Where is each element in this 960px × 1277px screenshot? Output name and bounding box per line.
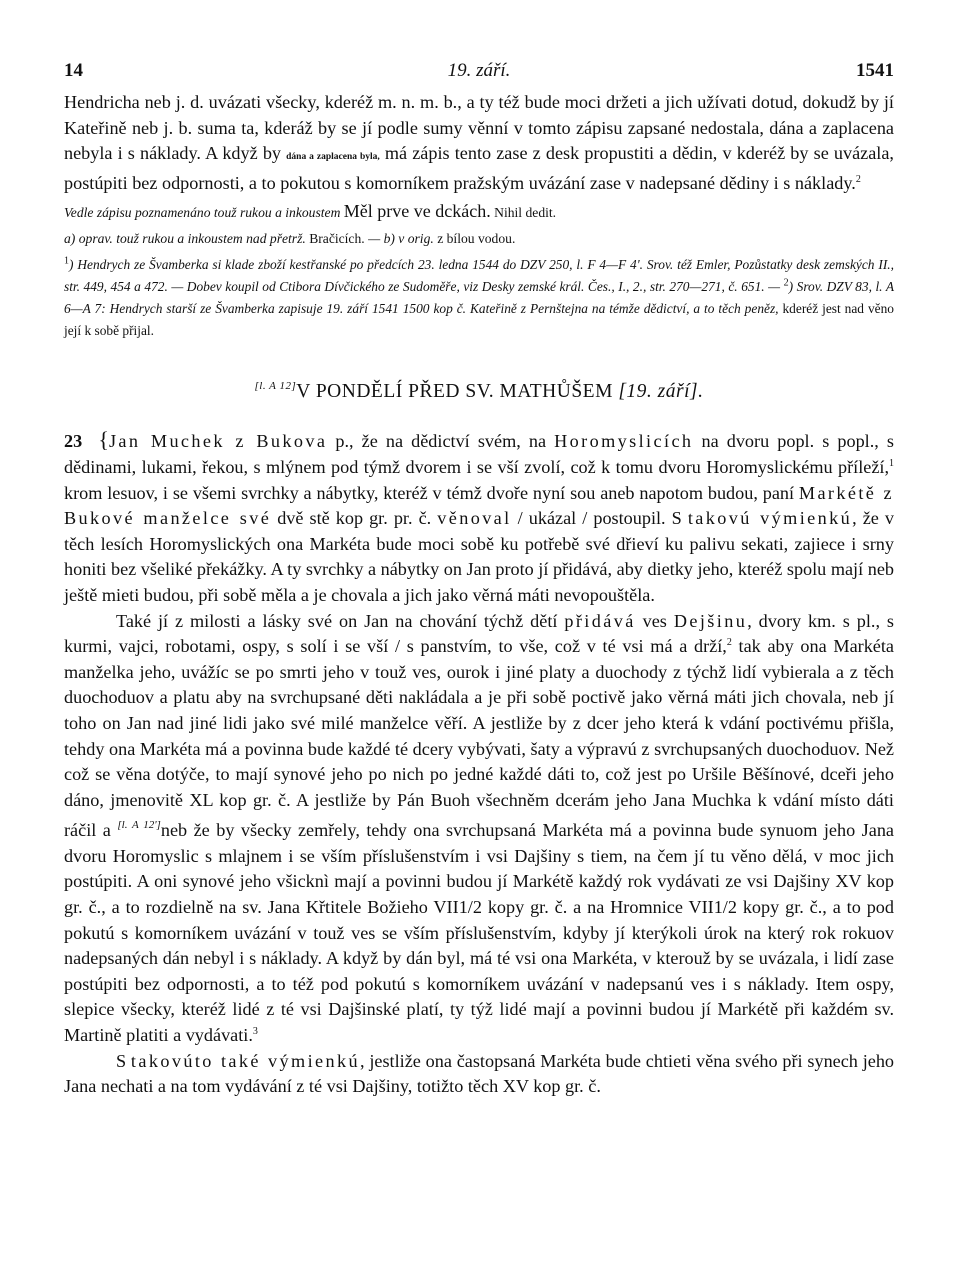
entry-text: p., že na dědictví svém, na [327, 431, 555, 452]
note-plain: z bílou vodou. [437, 231, 516, 247]
paragraph-continued [64, 90, 894, 196]
section-title: V PONDĚLÍ PŘED SV. MATHŮŠEM [296, 381, 613, 403]
paragraph-text: Hendricha neb j. d. uvázati všecky, kderéž m. n. m. b., a ty též bude moci držeti a jich užívati dotud, dokudž by jí Kateřině neb j. b. suma ta, kderáž by se jí podle sumy věnní v tomto zápisu zapsané nedostala, dána a zaplacena nebyla i s náklady. A když by [64, 92, 894, 164]
paragraph-text: kopy gr. č. a na Hromnice VII [481, 897, 714, 918]
spaced-word: věnoval [437, 508, 512, 529]
spaced-name: Jan Muchek z Bukova [108, 431, 328, 452]
note-transcription: Měl prve ve dckách. [343, 201, 491, 222]
paragraph-text: tak aby ona Markéta manželka jeho, uvážíc se po smrti jeho v touž ves, ourok i jiné platy a duochody z týchž lidí vybierala a z těch duochoduov a platu aby na svrchupsané děti nakládala a je při sobě poctivě jako věrná máti jich chovala, neb jí toho on Jan nad jiné lidi jako své milé manželce věří. A jestliže by z dcer jeho která k vdání poctivému přišla, tehdy ona Markéta má a povinna bude každé té dcery vybývati, šaty a výpravú z svrchupsaných duochoduov. Než což se věna dotýče, to mají synové jeho po nich po jedné každé dáti to, což jest po Uršile Běšínové, dceři jeho dáno, jmenovitě XL kop gr. č. A jestliže by Pán Buoh všechněm dcerám jeho Jana Muchka k vdání místo dáti ráčil a [64, 636, 894, 841]
spaced-word: takovú výmienkú [687, 508, 853, 529]
entry-brace: { [98, 427, 109, 453]
paragraph-text: S [116, 1050, 131, 1071]
spaced-name: Dejšinu [673, 610, 748, 631]
entry-text: na dvoru popl. s popl., s dědinami, lukami, řekou, s mlýnem pod týmž dvorem i se vší zvolí, což k tomu dvoru Horomyslickému příleží, [64, 431, 894, 477]
footnote-number: 2 [783, 277, 789, 289]
footnote-marker: 2 [726, 637, 732, 649]
folio-reference: [l. A 12'] [117, 819, 161, 832]
running-head [64, 60, 894, 90]
running-year: 1541 [856, 60, 894, 81]
footnote-marker: 2 [855, 173, 861, 185]
entry-text: / ukázal / postoupil. S [511, 508, 688, 529]
running-date: 19. září. [447, 60, 511, 81]
entry-paragraph [64, 427, 894, 608]
paragraph-text: kopy gr. č., a to pod pokutú s komorníkem uvázání v touž ves se vším příslušenstvím, kdyby jí kterýkoli úrok na který rok rokuov nadepsaných dán nebyl i s náklady. A když by dán byl, má té vsi ona Markéta, v kterouž by se uvázala, i lidí zase postúpiti bez odpornosti, a to též pod pokutú s komorníkem uvázání v nadepsanú ves i s náklady. Item ospy, slepice všecky, kteréž lidé z té vsi Dajšinské platí, ty týž lidé mají a povinni budou jí Markétě při každém sv. Martině platiti a vydávati. [64, 897, 894, 1046]
editorial-note [64, 200, 894, 224]
note-plain: Bračicích. [309, 231, 365, 247]
footnote-marker: 3 [252, 1025, 258, 1037]
entry-text: krom lesuov, i se všemi svrchky a nábytky, kteréž v témž dvoře nyní sou aneb napotom budou, paní [64, 482, 799, 503]
paragraph-text: neb že by všecky zemřely, tehdy ona svrchupsaná Markéta má a povinna bude synuom jeho Jana dvoru Horomyslic s mlajnem i se vším příslušenstvím i vsi Dajšiny s tiem, na čem jí tu věno dělá, v moc jich postúpiti. A oni synové jeho všicknì mají a povinni budou jí Markétě každý rok vydávati ze vsi Dajšiny XV kop gr. č., a to rozdielně na sv. Jana Křtitele Božieho VII [64, 820, 894, 918]
entry-number: 23 [64, 431, 83, 452]
spaced-word: takovúto také výmienkú [130, 1050, 360, 1071]
paragraph-text: Také jí z milosti a lásky své on Jan na chování týchž dětí [116, 610, 565, 631]
entry-text: dvě stě kop gr. pr. č. [271, 508, 438, 529]
textual-notes [64, 228, 894, 250]
footnote-text: Hendrych ze Švamberka si klade zboží kestřanské po předcích 23. ledna 1544 do DZV 250, l. F 4—F 4'. Srov. též Emler, Pozůstatky desk zemských II., str. 449, 454 a 472. — Dobev koupil od Ctibora Dívčického ze Sudoměře, viz Desky zemské král. Čes., I., 2., str. 270—271, č. 651. — [64, 257, 894, 295]
footnotes: $^1$) Hendrych ze Švamberka si klade zboží kestřanské po předcích 23. ledna 1544 do DZV 250, l. F 4—F 4'. Srov. též Emler, Pozůstatky desk zemských II., str. 449, 454 a 472. — Dobev koupil od Ctibora Dívčického ze Sudoměře, viz Desky zemské král. Čes., I., 2., str. 270—271, č. 651. — $^2$) Srov. DZV 83, l. A 6—A 7: Hendrych starší ze Švamberka zapisuje 19. září 1541 1500 kop č. Kateřině z Pernštejna na témže dědictví, a to těch peněz, kderéž jest nad věno její k sobě přijal. [64, 255, 894, 339]
paragraph-text: ves [635, 610, 674, 631]
page-number: 14 [64, 60, 83, 81]
note-italic: a) oprav. touž rukou a inkoustem nad přetrž. [64, 231, 306, 247]
section-heading [64, 380, 894, 403]
paragraph [64, 609, 894, 1049]
spaced-name: Markétě z Bukové manželce své [64, 482, 895, 529]
paragraph-text: , dvory km. s pl., s kurmi, vajci, robotami, ospy, s solí i se vší / s panstvím, to vše, což v té vsi má a drží, [64, 610, 894, 657]
fraction: 1/2 [458, 897, 482, 918]
folio-reference: [l. A 12] [254, 380, 297, 393]
section-date: [19. září]. [618, 381, 704, 403]
footnote-text: Srov. DZV 83, l. A 6—A 7: Hendrych starší ze Švamberka zapisuje 19. září 1541 1500 kop č. Kateřině z Pernštejna na témže dědictví, a to těch peněz, [64, 279, 894, 317]
paragraph-text: má zápis tento zase z desk propustiti a dědin, v kderéž by se uvázala, postúpiti bez odpornosti, a to pokutou s komorníkem pražským uvázání zase v nadepsané dědiny i s náklady. [64, 143, 894, 193]
note-italic: Vedle zápisu poznamenáno touž rukou a inkoustem [64, 205, 341, 221]
note-italic: — b) v orig. [368, 231, 434, 247]
paragraph-text: , jestliže ona častopsaná Markéta bude chtieti věna svého při synech jeho Jana nechati a na tom vydávání z té vsi Dajšiny, totižto těch XV kop gr. č. [64, 1050, 895, 1097]
paragraph [64, 1049, 894, 1100]
footnote-number: 1 [64, 255, 69, 267]
spaced-word: přidává [564, 610, 636, 631]
footnote-marker: 1 [889, 457, 894, 469]
note-plain: Nihil dedit. [494, 205, 557, 221]
fraction: 1/2 [713, 897, 737, 918]
page [64, 60, 894, 1100]
spaced-name: Horomyslicích [554, 431, 694, 452]
interlinear-insertion: dána a zaplacena byla, [286, 152, 380, 163]
entry-text: , že v těch lesích Horomyslických ona Markéta bude moci sobě ku potřebě své dřieví ku palivu sekati, zajiece i srny honiti bez všeliké překážky. A ty svrchky a nábytky on Jan proto jí přidává, aby dietky jeho, kteréž spolu mají neb ještě mieti budou, při sobě měla a je chovala a jich jako věrná máti nevopouštěla. [64, 508, 894, 605]
footnote-text-plain: kderéž jest nad věno její k sobě přijal. [64, 301, 894, 339]
